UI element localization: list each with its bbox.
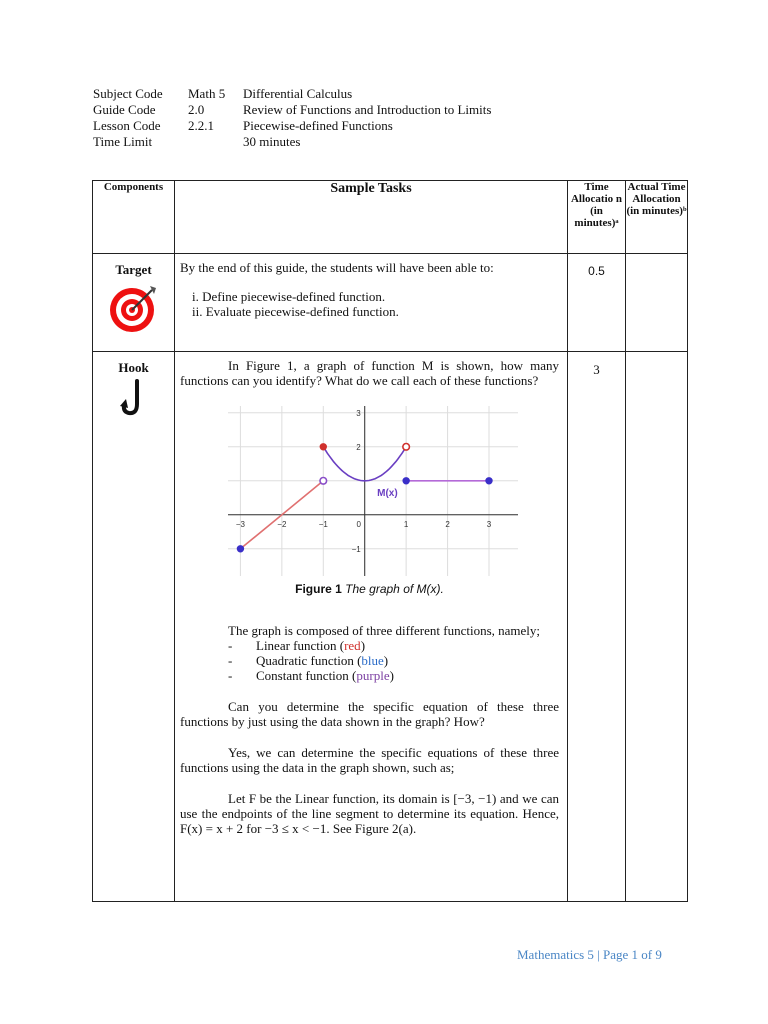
target-icon [106,280,162,336]
hook-actual-time [626,352,688,902]
data-point [403,444,410,451]
target-time: 0.5 [568,254,626,352]
figure-1-caption: Figure 1 The graph of M(x). [295,582,444,596]
hook-time: 3 [568,352,626,902]
target-tasks [175,254,568,352]
y-tick-label: −1 [351,544,361,554]
x-tick-label: 0 [356,519,361,529]
figure-1-graph [228,406,518,576]
meta-row: Guide Code 2.0 Review of Functions and Introduction to Limits [93,102,492,117]
tasks-table [92,180,688,902]
series-annotation: M(x) [377,488,398,500]
list-item: ii. Evaluate piecewise-defined function. [192,304,399,319]
function-list [180,638,559,683]
hook-row [93,352,688,902]
hook-paragraph: Can you determine the specific equation of these three functions by just using the data shown in the graph? How? [180,699,559,729]
lesson-meta [93,86,491,150]
hook-question: In Figure 1, a graph of function M is shown, how many functions can you identify? What do we call each of these functions? [180,358,559,388]
data-point [320,478,327,485]
y-tick-label: 3 [356,408,361,418]
table-header-row [93,181,688,254]
x-tick-label: −1 [318,519,328,529]
list-item: - Linear function ( red ) [228,638,366,653]
target-cell [93,254,175,352]
meta-row: Time Limit 30 minutes [93,134,301,149]
x-tick-label: 2 [445,519,450,529]
x-tick-label: 3 [486,519,492,529]
hook-cell [93,352,175,902]
list-item: i. Define piecewise-defined function. [192,289,386,304]
x-tick-label: −3 [235,519,245,529]
hook-tasks [175,352,568,902]
objectives-list [192,289,559,319]
x-tick-label: −2 [277,519,287,529]
x-tick-label: 1 [403,519,409,529]
target-intro: By the end of this guide, the students will have been able to: [180,260,494,275]
page-footer: Mathematics 5 | Page 1 of 9 [517,947,662,962]
data-point [320,444,327,451]
target-label: Target [115,262,152,277]
header-sample-tasks: Sample Tasks [175,181,568,254]
meta-row: Lesson Code 2.2.1 Piecewise-defined Functions [93,118,393,133]
hook-paragraph: Yes, we can determine the specific equations of these three functions using the data in the graph shown, such as; [180,745,559,775]
list-item: - Quadratic function ( blue ) [228,653,389,668]
data-point [486,478,493,485]
meta-row: Subject Code Math 5 Differential Calculus [93,86,353,101]
hook-label: Hook [118,360,149,375]
data-point [403,478,410,485]
hook-icon [119,378,149,418]
header-actual-time: Actual Time Allocation (in minutes)ᵇ [626,181,688,254]
list-item: - Constant function ( purple ) [228,668,394,683]
hook-paragraph: Let F be the Linear function, its domain is [−3, −1) and we can use the endpoints of the line segment to determine its equation. Hence, F(x) = x + 2 for −3 ≤ x < −1. See Figure 2(a). [180,791,559,836]
target-actual-time [626,254,688,352]
y-tick-label: 2 [356,442,361,452]
header-time-allocation: Time Allocatio n (in minutes)ᵃ [568,181,626,254]
header-components: Components [93,181,175,254]
target-row [93,254,688,352]
hook-paragraph: The graph is composed of three different functions, namely; [228,623,541,638]
data-point [237,546,244,553]
